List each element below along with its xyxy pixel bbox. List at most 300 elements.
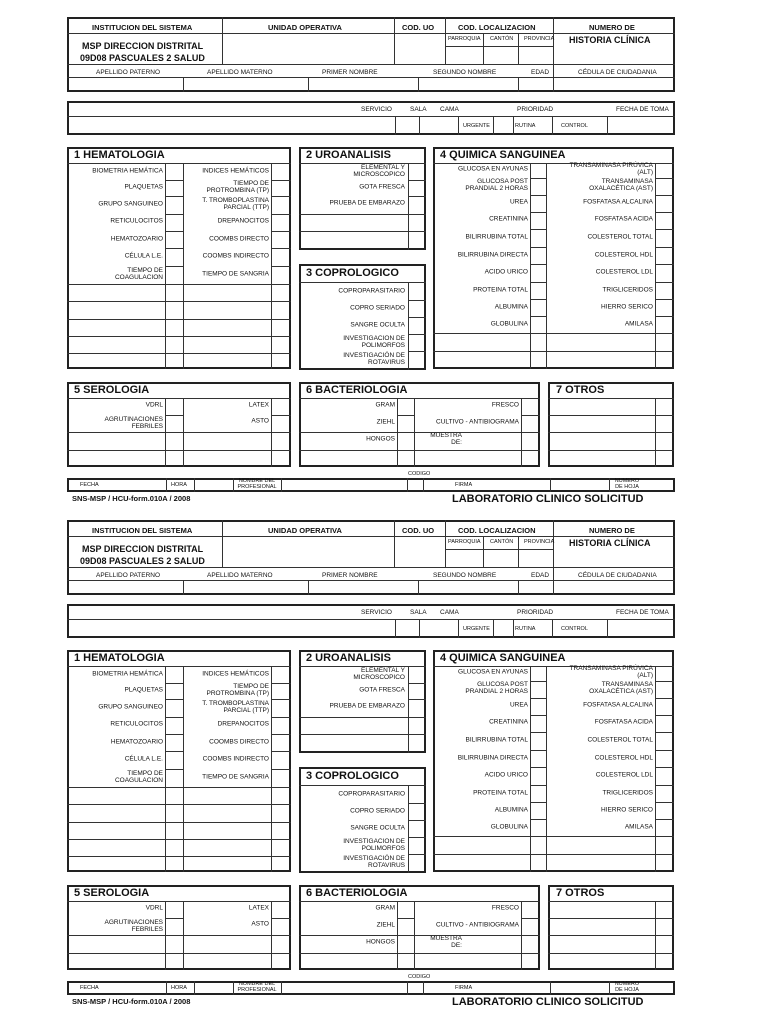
quimica-checkbox[interactable] [531, 283, 545, 299]
rule-line [165, 699, 183, 700]
edad-label: EDAD [531, 572, 550, 579]
rule-line [530, 195, 546, 196]
rule-line [271, 717, 291, 718]
rule-line [550, 478, 551, 492]
bacteriologia-title: 6 BACTERIOLOGIA [306, 887, 408, 899]
uroanalisis-test-label: GOTA FRESCA [359, 686, 405, 694]
hematologia-checkbox[interactable] [166, 735, 182, 751]
bacteriologia-checkbox[interactable] [522, 902, 539, 917]
institucion-label: INSTITUCION DEL SISTEMA [92, 526, 193, 535]
prioridad-label: PRIORIDAD [517, 106, 554, 113]
rule-line [521, 415, 540, 416]
rule-line [165, 214, 183, 215]
firma-label: FIRMA [455, 482, 473, 488]
bacteriologia-checkbox[interactable] [522, 919, 539, 934]
serologia-test-label: VDRL [145, 904, 163, 912]
rule-line [299, 953, 540, 954]
quimica-checkbox[interactable] [656, 265, 673, 281]
quimica-checkbox[interactable] [656, 733, 673, 749]
serologia-checkbox[interactable] [272, 902, 289, 917]
quimica-checkbox[interactable] [531, 786, 545, 802]
uroanalisis-checkbox[interactable] [409, 683, 425, 699]
cod-localizacion-label: COD. LOCALIZACION [458, 526, 536, 535]
hematologia-checkbox[interactable] [166, 214, 182, 230]
quimica-checkbox[interactable] [656, 698, 673, 714]
quimica-test-label: GLUCOSA POST PRANDIAL 2 HORAS [465, 681, 528, 695]
rule-line [419, 116, 420, 135]
rule-line [299, 432, 540, 433]
rule-line [165, 248, 183, 249]
numero-hoja-label: NUMERO DE HOJA [614, 981, 640, 993]
hematologia-checkbox[interactable] [166, 667, 182, 683]
rule-line [271, 214, 291, 215]
coprologico-checkbox[interactable] [409, 787, 425, 803]
rule-line [552, 116, 553, 135]
cod-uo-label: COD. UO [402, 23, 435, 32]
rule-line [655, 715, 674, 716]
rule-line [408, 351, 426, 352]
fecha-de-toma-label: FECHA DE TOMA [616, 106, 669, 113]
hematologia-test-label: COOMBS DIRECTO [209, 738, 269, 746]
hematologia-checkbox[interactable] [166, 717, 182, 733]
uroanalisis-checkbox[interactable] [409, 699, 425, 715]
quimica-test-label: TRIGLICERIDOS [602, 286, 653, 294]
hematologia-checkbox[interactable] [272, 197, 289, 213]
rule-line [271, 751, 291, 752]
hematologia-checkbox[interactable] [272, 752, 289, 768]
quimica-checkbox[interactable] [656, 665, 673, 681]
muestra-input[interactable] [464, 936, 540, 952]
rule-line [530, 264, 546, 265]
nombre-profesional-label: NOMBRE DEL PROFESIONAL [237, 981, 277, 993]
rule-line [518, 77, 519, 92]
quimica-checkbox[interactable] [656, 162, 673, 178]
quimica-checkbox[interactable] [531, 178, 545, 194]
quimica-sanguinea-title: 4 QUIMICA SANGUINEA [440, 652, 566, 664]
fecha-label: FECHA [80, 985, 99, 991]
quimica-checkbox[interactable] [531, 715, 545, 731]
servicio-label: SERVICIO [361, 106, 392, 113]
hematologia-test-label: TIEMPO DE COAGULACION [114, 267, 163, 281]
institucion-label: INSTITUCION DEL SISTEMA [92, 23, 193, 32]
quimica-checkbox[interactable] [656, 195, 673, 211]
serologia-test-label: ASTO [251, 417, 269, 425]
quimica-checkbox[interactable] [531, 768, 545, 784]
hematologia-checkbox[interactable] [272, 700, 289, 716]
bacteriologia-checkbox[interactable] [398, 936, 413, 951]
coprologico-title: 3 COPROLOGICO [306, 770, 399, 782]
rule-line [548, 953, 674, 954]
quimica-checkbox[interactable] [656, 820, 673, 836]
hematologia-test-label: TIEMPO DE PROTROMBINA (TP) [206, 180, 269, 194]
rule-line [553, 520, 554, 595]
uroanalisis-checkbox[interactable] [409, 180, 425, 196]
rule-line [67, 580, 675, 581]
quimica-checkbox[interactable] [531, 300, 545, 316]
serologia-checkbox[interactable] [166, 919, 182, 934]
hematologia-test-label: PLAQUETAS [124, 183, 163, 191]
rule-line [418, 580, 419, 595]
hematologia-checkbox[interactable] [272, 735, 289, 751]
serologia-test-label: VDRL [145, 401, 163, 409]
rule-line [183, 666, 184, 872]
control-label: CONTROL [561, 626, 588, 632]
quimica-checkbox[interactable] [656, 283, 673, 299]
otros-title: 7 OTROS [556, 384, 605, 396]
hematologia-test-label: RETICULOCITOS [110, 720, 163, 728]
form-title: LABORATORIO CLINICO SOLICITUD [452, 996, 644, 1008]
rule-line [165, 180, 183, 181]
hematologia-checkbox[interactable] [166, 770, 182, 786]
hematologia-checkbox[interactable] [272, 770, 289, 786]
rule-line [67, 567, 675, 568]
rule-line [655, 195, 674, 196]
quimica-test-label: BILIRRUBINA DIRECTA [457, 754, 528, 762]
fecha-label: FECHA [80, 482, 99, 488]
rule-line [550, 981, 551, 995]
uroanalisis-title: 2 UROANALISIS [306, 149, 391, 161]
quimica-checkbox[interactable] [531, 212, 545, 228]
serologia-test-label: AGRUTINACIONES FEBRILES [104, 919, 163, 933]
hematologia-test-label: TIEMPO DE PROTROMBINA (TP) [206, 683, 269, 697]
unidad-operativa-label: UNIDAD OPERATIVA [268, 526, 342, 535]
rule-line [408, 180, 426, 181]
rule-line [299, 398, 540, 399]
hematologia-test-label: TIEMPO DE COAGULACION [114, 770, 163, 784]
rule-line [553, 17, 554, 92]
rule-line [655, 316, 674, 317]
quimica-checkbox[interactable] [656, 212, 673, 228]
rule-line [518, 580, 519, 595]
hematologia-checkbox[interactable] [272, 667, 289, 683]
rule-line [530, 681, 546, 682]
quimica-test-label: ALBUMINA [494, 303, 528, 311]
hematologia-title: 1 HEMATOLOGIA [74, 149, 165, 161]
quimica-checkbox[interactable] [531, 265, 545, 281]
rule-line [271, 683, 291, 684]
rule-line [408, 300, 426, 301]
prioridad-label: PRIORIDAD [517, 609, 554, 616]
hematologia-checkbox[interactable] [166, 232, 182, 248]
rule-line [67, 822, 291, 823]
hematologia-test-label: T. TROMBOPLASTINA PARCIAL (TTP) [202, 197, 269, 211]
bacteriologia-test-label: GRAM [375, 401, 395, 409]
quimica-checkbox[interactable] [531, 162, 545, 178]
quimica-test-label: BILIRRUBINA DIRECTA [457, 251, 528, 259]
rule-line [445, 520, 446, 567]
quimica-checkbox[interactable] [656, 178, 673, 194]
serologia-checkbox[interactable] [166, 399, 182, 414]
rule-line [408, 683, 426, 684]
cedula-label: CÉDULA DE CIUDADANIA [578, 572, 657, 579]
coprologico-test-label: COPROPARASITARIO [338, 790, 405, 798]
quimica-test-label: CREATININA [489, 215, 528, 223]
quimica-test-label: ALBUMINA [494, 806, 528, 814]
rule-line [548, 450, 674, 451]
hematologia-checkbox[interactable] [166, 197, 182, 213]
rule-line [165, 734, 183, 735]
uroanalisis-test-label: GOTA FRESCA [359, 183, 405, 191]
hematologia-checkbox[interactable] [166, 249, 182, 265]
institution-name: MSP DIRECCION DISTRITAL [82, 544, 204, 554]
quimica-test-label: GLUCOSA EN AYUNAS [458, 165, 528, 173]
rule-line [655, 819, 674, 820]
rule-line [483, 536, 484, 567]
rule-line [433, 333, 674, 334]
quimica-test-label: TRANSAMINASA OXALACÉTICA (AST) [589, 681, 653, 695]
segundo-nombre-label: SEGUNDO NOMBRE [433, 69, 497, 76]
rule-line [271, 415, 291, 416]
rule-line [67, 432, 291, 433]
canton-label: CANTÓN [490, 539, 514, 545]
institution-name: MSP DIRECCION DISTRITAL [82, 41, 204, 51]
urgente-label: URGENTE [463, 123, 490, 129]
rule-line [655, 750, 674, 751]
hematologia-checkbox[interactable] [272, 180, 289, 196]
quimica-test-label: ACIDO URICO [484, 268, 528, 276]
hematologia-test-label: INDICES HEMÁTICOS [202, 167, 269, 175]
quimica-checkbox[interactable] [531, 195, 545, 211]
serologia-test-label: LATEX [248, 904, 269, 912]
quimica-checkbox[interactable] [656, 803, 673, 819]
bacteriologia-title: 6 BACTERIOLOGIA [306, 384, 408, 396]
rule-line [299, 282, 426, 283]
quimica-test-label: BILIRRUBINA TOTAL [465, 736, 528, 744]
uroanalisis-checkbox[interactable] [409, 196, 425, 212]
hematologia-test-label: RETICULOCITOS [110, 217, 163, 225]
quimica-checkbox[interactable] [656, 751, 673, 767]
quimica-checkbox[interactable] [656, 786, 673, 802]
form-code: SNS-MSP / HCU-form.010A / 2008 [72, 494, 191, 503]
quimica-test-label: TRANSAMINASA PIRÚVICA (ALT) [569, 665, 653, 679]
bacteriologia-test-label: HONGOS [366, 938, 395, 946]
quimica-test-label: GLUCOSA EN AYUNAS [458, 668, 528, 676]
coprologico-checkbox[interactable] [409, 821, 425, 837]
hora-label: HORA [171, 985, 187, 991]
uroanalisis-test-label: PRUEBA DE EMBARAZO [329, 702, 405, 710]
hematologia-checkbox[interactable] [166, 700, 182, 716]
rule-line [165, 683, 183, 684]
rule-line [445, 17, 446, 64]
rule-line [165, 231, 183, 232]
form-title: LABORATORIO CLINICO SOLICITUD [452, 493, 644, 505]
hematologia-test-label: CÉLULA L.E. [124, 755, 163, 763]
quimica-checkbox[interactable] [531, 317, 545, 333]
rule-line [67, 856, 291, 857]
rule-line [299, 717, 426, 718]
rule-line [397, 918, 414, 919]
rule-line [67, 953, 291, 954]
rule-line [655, 785, 674, 786]
rule-line [281, 478, 282, 492]
coprologico-checkbox[interactable] [409, 838, 425, 854]
quimica-checkbox[interactable] [656, 248, 673, 264]
quimica-test-label: CREATININA [489, 718, 528, 726]
rule-line [408, 196, 426, 197]
quimica-checkbox[interactable] [531, 665, 545, 681]
muestra-label: MUESTRA DE: [430, 935, 462, 949]
rule-line [165, 415, 183, 416]
rule-line [299, 785, 426, 786]
hematologia-test-label: HEMATOZOARIO [110, 235, 163, 243]
hematologia-checkbox[interactable] [272, 267, 289, 283]
quimica-test-label: HIERRO SERICO [600, 303, 653, 311]
quimica-checkbox[interactable] [531, 230, 545, 246]
quimica-checkbox[interactable] [656, 317, 673, 333]
serologia-checkbox[interactable] [272, 416, 289, 431]
rule-line [67, 935, 291, 936]
rule-line [530, 750, 546, 751]
signature-row [67, 478, 675, 492]
hematologia-checkbox[interactable] [272, 232, 289, 248]
rule-line [165, 266, 183, 267]
rule-line [493, 619, 494, 638]
bacteriologia-checkbox[interactable] [398, 399, 413, 414]
hematologia-checkbox[interactable] [166, 683, 182, 699]
quimica-checkbox[interactable] [656, 768, 673, 784]
quimica-test-label: UREA [509, 198, 528, 206]
sala-label: SALA [410, 609, 427, 616]
rule-line [655, 299, 674, 300]
apellido-materno-label: APELLIDO MATERNO [207, 572, 273, 579]
bacteriologia-checkbox[interactable] [398, 902, 413, 917]
rule-line [483, 33, 484, 64]
parroquia-label: PARROQUIA [448, 539, 481, 545]
hematologia-checkbox[interactable] [166, 164, 182, 180]
rule-line [67, 450, 291, 451]
rule-line [67, 353, 291, 354]
hematologia-checkbox[interactable] [272, 214, 289, 230]
institution-district: 09D08 PASCUALES 2 SALUD [80, 556, 205, 566]
provincia-label: PROVINCIA [524, 36, 555, 42]
serologia-checkbox[interactable] [166, 416, 182, 431]
rule-line [397, 415, 414, 416]
serologia-test-label: AGRUTINACIONES FEBRILES [104, 416, 163, 430]
rule-line [183, 580, 184, 595]
rule-line [395, 619, 396, 638]
rule-line [299, 231, 426, 232]
bacteriologia-checkbox[interactable] [398, 433, 413, 448]
quimica-checkbox[interactable] [656, 715, 673, 731]
quimica-checkbox[interactable] [531, 820, 545, 836]
uroanalisis-test-label: PRUEBA DE EMBARAZO [329, 199, 405, 207]
quimica-checkbox[interactable] [656, 681, 673, 697]
hematologia-checkbox[interactable] [272, 717, 289, 733]
rule-line [655, 732, 674, 733]
quimica-test-label: PROTEINA TOTAL [473, 789, 528, 797]
rule-line [548, 432, 674, 433]
hematologia-checkbox[interactable] [166, 180, 182, 196]
rule-line [458, 116, 459, 135]
rule-line [530, 229, 546, 230]
rule-line [548, 935, 674, 936]
hematologia-checkbox[interactable] [166, 752, 182, 768]
rule-line [183, 163, 184, 369]
hematologia-checkbox[interactable] [272, 249, 289, 265]
quimica-checkbox[interactable] [531, 733, 545, 749]
uroanalisis-checkbox[interactable] [409, 164, 425, 180]
bacteriologia-checkbox[interactable] [522, 399, 539, 414]
rule-line [67, 787, 291, 788]
quimica-test-label: COLESTEROL TOTAL [587, 233, 653, 241]
quimica-checkbox[interactable] [531, 751, 545, 767]
rule-line [518, 536, 519, 567]
serologia-checkbox[interactable] [272, 399, 289, 414]
serologia-checkbox[interactable] [272, 919, 289, 934]
rule-line [394, 17, 395, 64]
rule-line [299, 734, 426, 735]
rule-line [407, 981, 408, 995]
coprologico-checkbox[interactable] [409, 318, 425, 334]
historia-clinica-label: HISTORIA CLÍNICA [569, 35, 651, 45]
fecha-de-toma-label: FECHA DE TOMA [616, 609, 669, 616]
rule-line [67, 301, 291, 302]
rule-line [271, 248, 291, 249]
hematologia-checkbox[interactable] [166, 267, 182, 283]
bacteriologia-checkbox[interactable] [398, 416, 413, 431]
historia-clinica-label: HISTORIA CLÍNICA [569, 538, 651, 548]
hematologia-test-label: TIEMPO DE SANGRIA [202, 270, 269, 278]
rule-line [433, 854, 674, 855]
hematologia-test-label: TIEMPO DE SANGRIA [202, 773, 269, 781]
form-code: SNS-MSP / HCU-form.010A / 2008 [72, 997, 191, 1006]
rule-line [530, 247, 546, 248]
quimica-test-label: GLUCOSA POST PRANDIAL 2 HORAS [465, 178, 528, 192]
coprologico-test-label: SANGRE OCULTA [350, 824, 405, 832]
quimica-test-label: UREA [509, 701, 528, 709]
cedula-label: CÉDULA DE CIUDADANIA [578, 69, 657, 76]
rule-line [530, 316, 546, 317]
quimica-checkbox[interactable] [531, 698, 545, 714]
coprologico-checkbox[interactable] [409, 301, 425, 317]
rule-line [67, 116, 675, 117]
hematologia-checkbox[interactable] [272, 164, 289, 180]
rule-line [530, 785, 546, 786]
quimica-test-label: COLESTEROL LDL [595, 771, 653, 779]
uroanalisis-checkbox[interactable] [409, 667, 425, 683]
quimica-checkbox[interactable] [656, 230, 673, 246]
coprologico-checkbox[interactable] [409, 855, 425, 871]
coprologico-checkbox[interactable] [409, 284, 425, 300]
coprologico-checkbox[interactable] [409, 804, 425, 820]
coprologico-checkbox[interactable] [409, 352, 425, 368]
muestra-input[interactable] [464, 433, 540, 449]
quimica-checkbox[interactable] [656, 300, 673, 316]
quimica-checkbox[interactable] [531, 681, 545, 697]
rule-line [493, 116, 494, 135]
serologia-checkbox[interactable] [166, 902, 182, 917]
rule-line [299, 450, 540, 451]
hematologia-checkbox[interactable] [272, 683, 289, 699]
rule-line [222, 17, 223, 64]
rutina-label: RUTINA [515, 626, 536, 632]
otros-title: 7 OTROS [556, 887, 605, 899]
rule-line [655, 247, 674, 248]
quimica-checkbox[interactable] [531, 248, 545, 264]
rule-line [408, 854, 426, 855]
edad-label: EDAD [531, 69, 550, 76]
coprologico-checkbox[interactable] [409, 335, 425, 351]
bacteriologia-checkbox[interactable] [398, 919, 413, 934]
rule-line [271, 699, 291, 700]
rule-line [408, 803, 426, 804]
rule-line [530, 698, 546, 699]
quimica-test-label: COLESTEROL HDL [594, 251, 653, 259]
quimica-checkbox[interactable] [531, 803, 545, 819]
bacteriologia-checkbox[interactable] [522, 416, 539, 431]
uroanalisis-title: 2 UROANALISIS [306, 652, 391, 664]
hematologia-test-label: GRUPO SANGUINEO [98, 703, 163, 711]
